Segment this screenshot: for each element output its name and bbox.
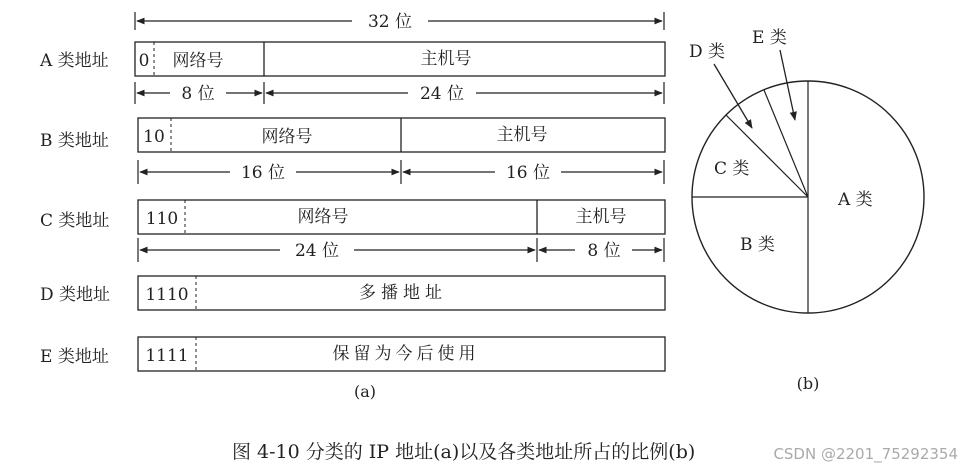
class-b-host-number: 主机号 — [496, 125, 548, 145]
class-c-prefix: 110 — [145, 209, 179, 229]
class-a-host-number: 主机号 — [420, 49, 472, 69]
class-c-network-number: 网络号 — [297, 207, 349, 227]
class-a-net-span-label: 8 位 — [181, 84, 215, 104]
class-c-host-number: 主机号 — [575, 207, 627, 227]
watermark: CSDN @2201_75292354 — [773, 445, 958, 463]
pie-label-a: A 类 — [838, 190, 873, 210]
class-proportion-pie — [689, 28, 924, 313]
class-d-multicast: 多播地址 — [359, 283, 447, 303]
sublabel-b: (b) — [796, 374, 820, 393]
pie-label-e: E 类 — [752, 28, 787, 48]
arrow-e — [780, 50, 795, 120]
class-b-label: B 类地址 — [40, 131, 109, 151]
pie-label-d: D 类 — [689, 42, 726, 62]
class-b-span — [138, 160, 664, 184]
top-span-label: 32 位 — [367, 12, 413, 32]
class-a-prefix: 0 — [138, 51, 150, 71]
class-d-label: D 类地址 — [40, 285, 111, 305]
class-c-net-span-label: 24 位 — [294, 241, 340, 261]
class-e-reserved: 保留为今后使用 — [332, 344, 480, 364]
figure-caption: 图 4-10 分类的 IP 地址(a)以及各类地址所占的比例(b) — [232, 441, 696, 463]
pie-divider-c-d — [726, 115, 808, 197]
class-d-prefix: 1110 — [145, 285, 189, 305]
row-class-a — [39, 42, 665, 76]
pie-label-c: C 类 — [714, 159, 750, 179]
class-e-prefix: 1111 — [145, 346, 189, 366]
pie-label-b: B 类 — [740, 235, 775, 255]
class-a-network-number: 网络号 — [172, 51, 224, 71]
class-b-network-number: 网络号 — [261, 127, 313, 147]
class-a-host-span-label: 24 位 — [419, 84, 465, 104]
class-a-span — [135, 82, 664, 104]
class-b-host-span-label: 16 位 — [505, 163, 551, 183]
class-e-label: E 类地址 — [40, 347, 109, 367]
row-class-d — [40, 276, 665, 310]
pie-divider-d-e — [764, 90, 808, 197]
arrow-d — [714, 64, 752, 128]
class-b-net-span-label: 16 位 — [240, 163, 286, 183]
row-class-c — [40, 200, 665, 234]
class-a-label: A 类地址 — [40, 51, 109, 71]
class-b-prefix: 10 — [143, 127, 165, 147]
class-c-label: C 类地址 — [40, 211, 110, 231]
top-32bit-span — [135, 12, 664, 32]
row-class-e — [40, 337, 665, 371]
class-c-span — [138, 238, 664, 262]
sublabel-a: (a) — [353, 382, 377, 401]
row-class-b — [40, 118, 665, 152]
class-c-host-span-label: 8 位 — [587, 241, 621, 261]
